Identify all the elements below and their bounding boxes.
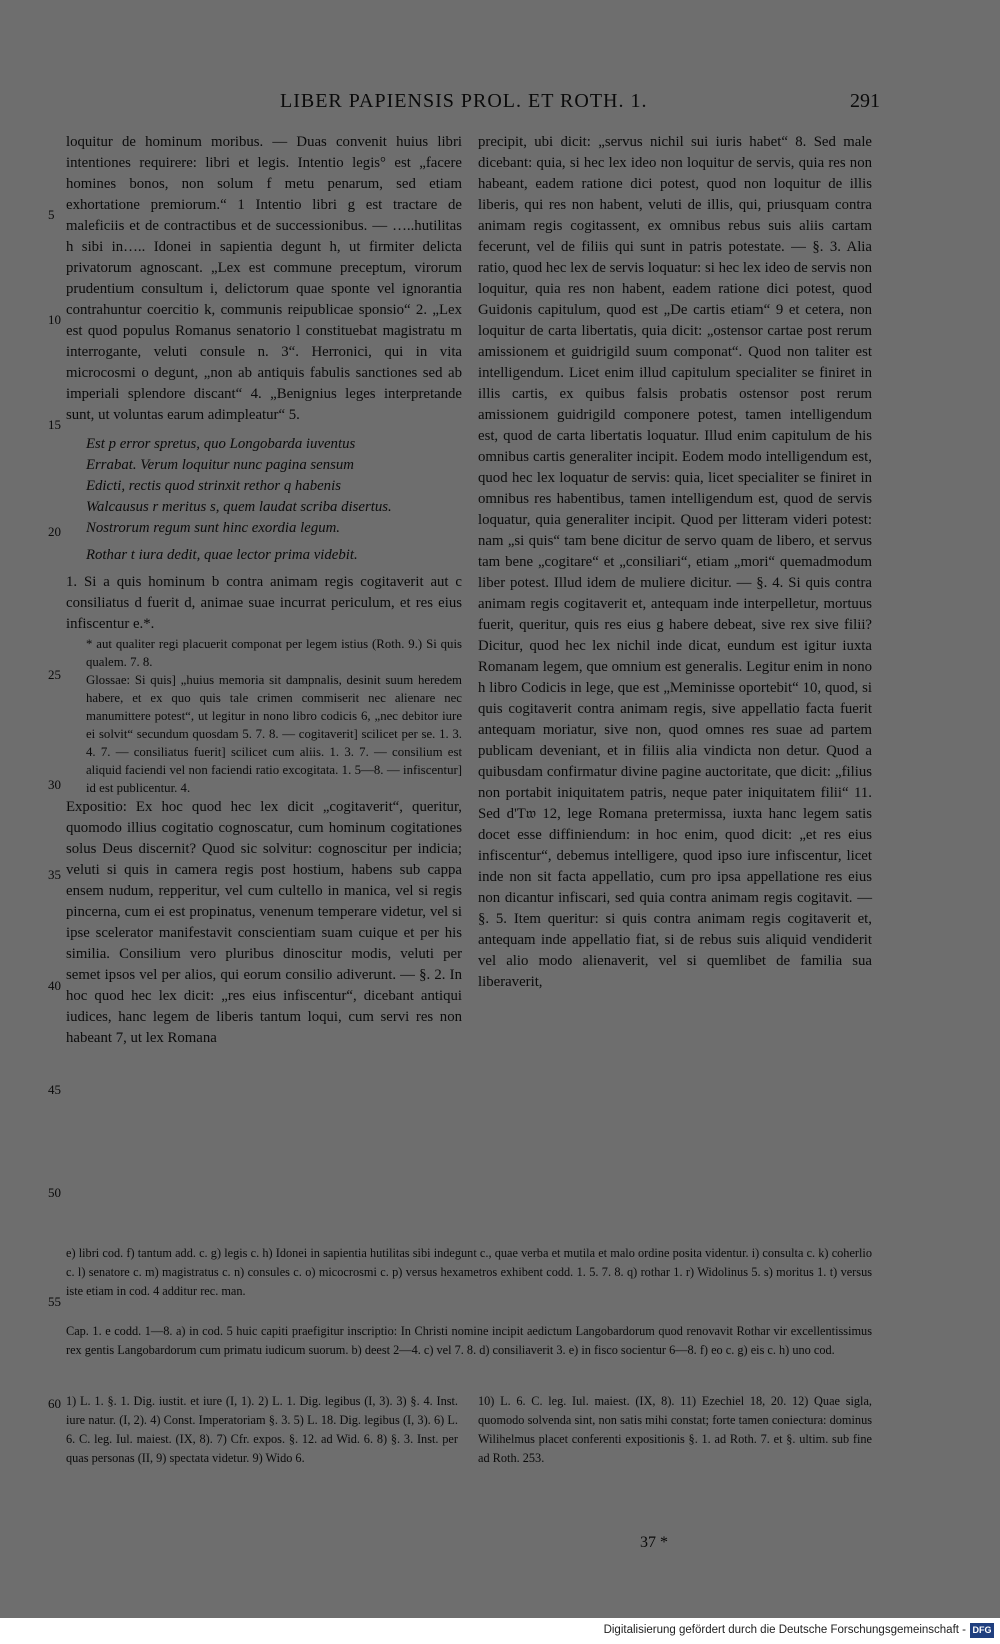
verse-line: Edicti, rectis quod strinxit rethor q habenis [86,478,341,494]
funding-notice: Digitalisierung gefördert durch die Deutsche Forschungsgemeinschaft - [603,1624,966,1636]
verse-line: Walcausus r meritus s, quem laudat scriba disertus. [86,499,392,515]
verse-line: Rothar t iura dedit, quae lector prima videbit. [86,547,358,563]
line-number: 40 [48,978,61,993]
critical-apparatus-1: e) libri cod. f) tantum add. c. g) legis c. h) Idonei in sapientia hutilitas sibi indegunt c., quae verba et mutila et malo ordine posita videntur. i) consulta c. k) coherlio c. l) senatore c. m) magistratus c. n) consules c. o) micocrosmi c. p) versus hexametros exhibent codd. 1. 5. 7. 8. q) rothar 1. r) Widolinus 5. s) moritus 1. t) versus iste etiam in cod. 4 additur rec. man. [66,1246,872,1298]
line-number: 20 [48,524,61,539]
line-number: 45 [48,1082,61,1097]
left-column [66,132,462,1049]
reference-footnotes-right: 10) L. 6. C. leg. Iul. maiest. (IX, 8). 11) Ezechiel 18, 20. 12) Quae sigla, quomodo solvenda sint, non satis mihi constat; forte tamen coniectura: dominus Wilihelmus placet conferenti expositionis §. 1. ad Roth. 7. et §. ultim. sub fine ad Roth. 253. [478,1394,872,1465]
running-title: LIBER PAPIENSIS PROL. ET ROTH. 1. [280,90,648,112]
glossae-text: Glossae: Si quis] „huius memoria sit dampnalis, desinit suum heredem habere, et ex quo quis tale crimen commiserit nec alienare nec manumittere potest“, ut legitur in nono libro codicis 6, „nec debitor iure ei solvit“ secundum quosdam 5. 7. 8. — cogitaverit] scilicet per se. 1. 3. 4. 7. — consiliatus fuerit] scilicet cum aliis. 1. 3. 7. — consilium est aliquid faciendi vel non faciendi ratio excogitata. 1. 5—8. — infiscentur] id est publicentur. 4. [86,673,462,795]
line-number: 25 [48,667,61,682]
verse-block [86,434,462,566]
line-number: 10 [48,312,61,327]
right-column-text: precipit, ubi dicit: „servus nichil sui iuris habet“ 8. Sed male dicebant: quia, si hec lex ideo non loquitur de servis, quia res non habeant, eadem ratione dici potest, quod non loquitur de illis liberis, qui res non habent, veluti de illis, qui, priusquam contra animam regis cogitassent, ex omnibus rebus suis aliis cartam fecerunt, vel de filiis qui sunt in patris potestate. — §. 3. Alia ratio, quod hec lex de servis loquatur: si hec lex ideo de servis non loquitur, quia res non habent, eadem ratione dici potest, quod Guidonis capitulum, quod est „De cartis etiam“ 9 et cetera, non loquitur de carta libertatis, quia dicit: „ostensor cartae post rerum amissionem et guidrigild suum componat“. Quod non taliter est intelligendum. Licet enim illud capitulum specialiter se finiret in illis cartis, ex quibus falsis probatis ostensor post rerum amissionem guidrigild componere potest, tamen intelligendum est, quod de carta libertatis loquatur. Illud enim capitulum de his omnibus cartis generaliter incipit. Eodem modo intelligendum est, quod hec lex loquatur de servis: quia, licet specialiter se finiret in omnibus res habentibus, tamen intelligendum est, quod de servis loquatur, quia generaliter incipit. Quod per litteram videri potest: nam „si quis“ tam bene dicitur de servo quam de libero, et servus tam bene „cogitare“ et „consiliari“, etiam „mori“ quemadmodum liber potest. Illud idem de muliere dicitur. — §. 4. Si quis contra animam regis cogitaverit et, antequam inde interpelletur, mortuus fuerit, queritur, quis res eius g habere debeat, sive rex sive filii? Dicitur, quod hec lex nichil inde dicat, eundum est igitur iuxta Romanam legem, que omnium est generalis. Legitur enim in nono h libro Codicis in lege, que est „Meminisse oportebit“ 10, quod, si quis cogitaverit contra animam regis, sive appellatio facta fuerit antequam moriatur, sive non, quod omnes res suae ad partem publicam deveniant, et in filiis alia vindicta non detur. Quod a quibusdam confirmatur divine pagine auctoritate, que dicit: „filius non portabit iniquitatem patris, neque pater iniquitatem filii“ 11. Sed d'T𝔴 12, lege Romana pretermissa, iuxta hanc legem satis docet esse diffiniendum: in hoc enim, quod dicit: „et res eius infiscentur“, debemus intelligere, quod ipso iure infiscentur, licet inde non sit facta appellatio, cum pro ipsa appellatione res eius non dicantur infiscari, sed quia contra animam regis cogitavit. — §. 5. Item queritur: si quis contra animam regis cogitaverit et, antequam inde appellatio fiat, si de rebus suis aliquid vendiderit vel alio modo alienaverit, vel si quemlibet de familia sua liberaverit, [478,134,872,990]
reference-footnotes-left: 1) L. 1. §. 1. Dig. iustit. et iure (I, 1). 2) L. 1. Dig. legibus (I, 3). 3) §. 4. Inst. iure natur. (I, 2). 4) Const. Imperatoriam §. 3. 5) L. 18. Dig. legibus (I, 3). 6) L. 6. C. leg. Iul. maiest. (IX, 8). 7) Cfr. expos. §. 12. ad Wid. 6. 8) §. 3. Inst. per quas personas (II, 9) spectata videtur. 9) Wido 6. [66,1394,458,1465]
line-number: 50 [48,1185,61,1200]
line-number: 35 [48,867,61,882]
verse-line: Nostrorum regum sunt hinc exordia legum. [86,520,340,536]
chapter-1-note: * aut qualiter regi placuerit componat per legem istius (Roth. 9.) Si quis qualem. 7. 8. [86,637,462,669]
page-header [60,90,880,126]
verse-line: Errabat. Verum loquitur nunc pagina sensum [86,457,354,473]
page-number: 291 [850,90,880,112]
dfg-logo-icon: DFG [970,1623,994,1638]
verse-line: Est p error spretus, quo Longobarda iuventus [86,436,356,452]
expositio-text: Expositio: Ex hoc quod hec lex dicit „cogitaverit“, queritur, quomodo illius cogitatio cognoscatur, cum hominum cogitationes solus Deus discernit? Quod sic solvitur: cognoscitur per indicia; veluti si quis in camera regis post hostium, habens sub cappa ensem nudum, repperitur, vel cum cultello in manica, vel si regis pincerna, cum ei est propinatus, venenum temperare videtur, vel si ipse scelerator manifestavit conscientiam suam cuique et per his similia. Consilium vero pluribus dinoscitur modis, veluti per semet ipsos vel per alios, qui eorum consilio adiverunt. — §. 2. In hoc quod hec lex dicit: „res eius infiscentur“, dicebant antiqui iudices, hanc legem de liberis tantum loqui, cum servi res non habeant 7, ut lex Romana [66,799,462,1046]
critical-apparatus-2: Cap. 1. e codd. 1—8. a) in cod. 5 huic capiti praefigitur inscriptio: In Christi nomine incipit aedictum Langobardorum quod renovavit Rothar vir excellentissimus rex gentis Langobardorum cum primatu iudicum suorum. b) deest 2—4. c) vel 7. 8. d) consiliaverit 3. e) in fisco socientur 6—8. f) eo c. g) eis c. h) uno cod. [66,1324,872,1357]
chapter-1-text: 1. Si a quis hominum b contra animam regis cogitaverit aut c consiliatus d fuerit d, animae suae incurrat periculum, et res eius infiscentur e.*. [66,574,462,632]
line-number: 60 [48,1396,61,1411]
line-number: 5 [48,207,55,222]
footer-bar [0,1618,1000,1644]
line-number: 15 [48,417,61,432]
signature-mark: 37 * [640,1534,668,1551]
line-number: 55 [48,1294,61,1309]
prologue-text: loquitur de hominum moribus. — Duas convenit huius libri intentiones requirere: libri et legis. Intentio legis° est „facere homines bonos, non solum f metu penarum, sed etiam exhortatione premiorum.“ 1 Intentio libri g est tractare de maleficiis et de contractibus et de successionibus. — …..hutilitas h sibi in….. Idonei in sapientia degunt h, ut firmiter delicta privatorum agnoscant. „Lex est commune preceptum, virorum prudentium consultum i, delictorum quae sponte vel ignorantia contrahuntur coercitio k, communis reipublicae sponsio“ 2. „Lex est quod populus Romanus senatorio l constituebat magistratu m interrogante, veluti consule n. 3“. Herronici, qui in vita microcosmi o degunt, „non ab antiquis fabulis sanctiones sed ab imperiali splendore discant“ 4. „Benignius leges interpretande sunt, ut voluntas earum adimpleatur“ 5. [66,134,462,423]
right-column [478,132,872,993]
line-number: 30 [48,777,61,792]
